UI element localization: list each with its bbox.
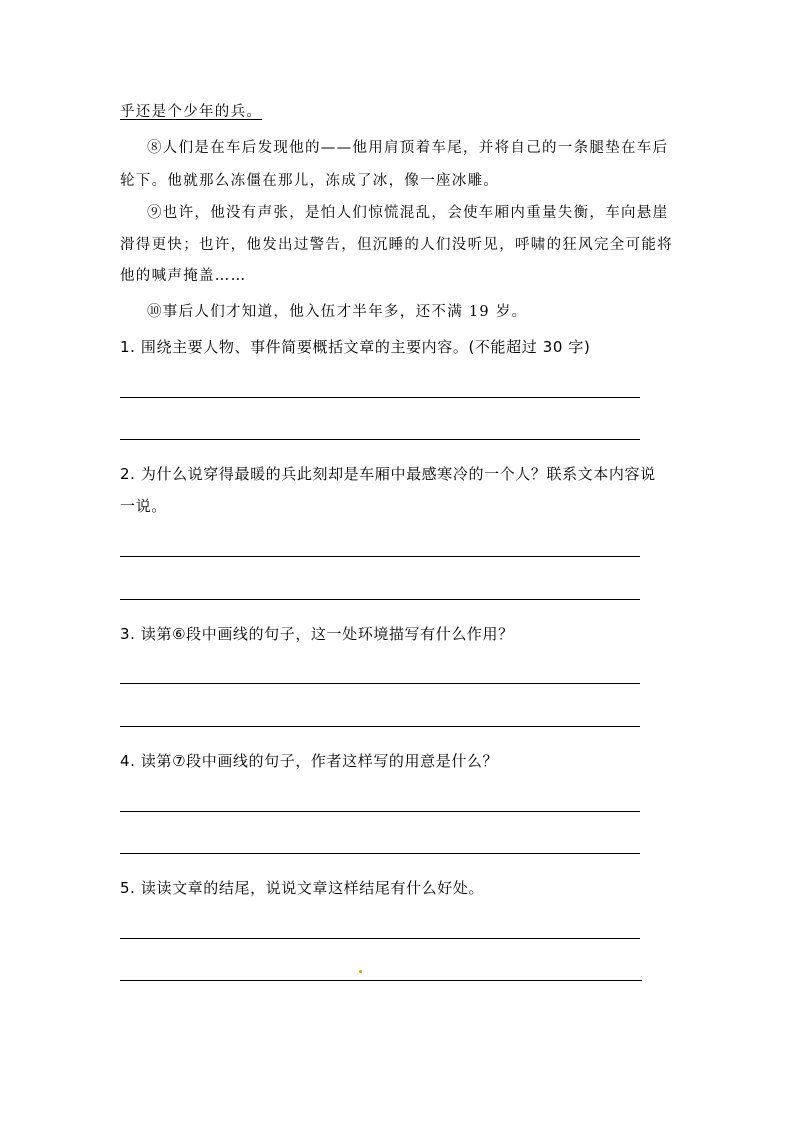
paragraph-8-line-1: ⑧人们是在车后发现他的——他用肩顶着车尾，并将自己的一条腿垫在车后 [147, 140, 669, 156]
question-1: 1. 围绕主要人物、事件简要概括文章的主要内容。(不能超过 30 字) [120, 338, 591, 356]
question-4: 4. 读第⑦段中画线的句子，作者这样写的用意是什么？ [120, 752, 499, 770]
answer-line-3a[interactable] [120, 683, 640, 684]
answer-line-5a[interactable] [120, 938, 640, 939]
question-2-continuation: 一说。 [120, 497, 167, 515]
answer-line-1b[interactable] [120, 439, 640, 440]
answer-line-2a[interactable] [120, 556, 640, 557]
stray-dot-mark [359, 970, 362, 973]
paragraph-9-line-3: 他的喊声掩盖…… [120, 268, 247, 284]
question-3: 3. 读第⑥段中画线的句子，这一处环境描写有什么作用？ [120, 625, 514, 643]
answer-line-4a[interactable] [120, 811, 640, 812]
answer-line-3b[interactable] [120, 726, 640, 727]
paragraph-9-line-2: 滑得更快；也许，他发出过警告，但沉睡的人们没听见，呼啸的狂风完全可能将 [120, 237, 673, 253]
answer-line-5b[interactable] [120, 980, 642, 981]
passage-intro-line: 乎还是个少年的兵。 [120, 104, 263, 120]
answer-line-1a[interactable] [120, 397, 640, 398]
answer-line-4b[interactable] [120, 853, 640, 854]
question-2: 2. 为什么说穿得最暖的兵此刻却是车厢中最感寒冷的一个人？联系文本内容说 [120, 465, 656, 483]
answer-line-2b[interactable] [120, 599, 640, 600]
question-5: 5. 读读文章的结尾，说说文章这样结尾有什么好处。 [120, 879, 485, 897]
paragraph-8-line-2: 轮下。他就那么冻僵在那儿，冻成了冰，像一座冰雕。 [120, 173, 500, 189]
paragraph-9-line-1: ⑨也许，他没有声张，是怕人们惊慌混乱，会使车厢内重量失衡，车向悬崖 [147, 205, 669, 221]
paragraph-10-line-1: ⑩事后人们才知道，他入伍才半年多，还不满 19 岁。 [147, 304, 528, 320]
